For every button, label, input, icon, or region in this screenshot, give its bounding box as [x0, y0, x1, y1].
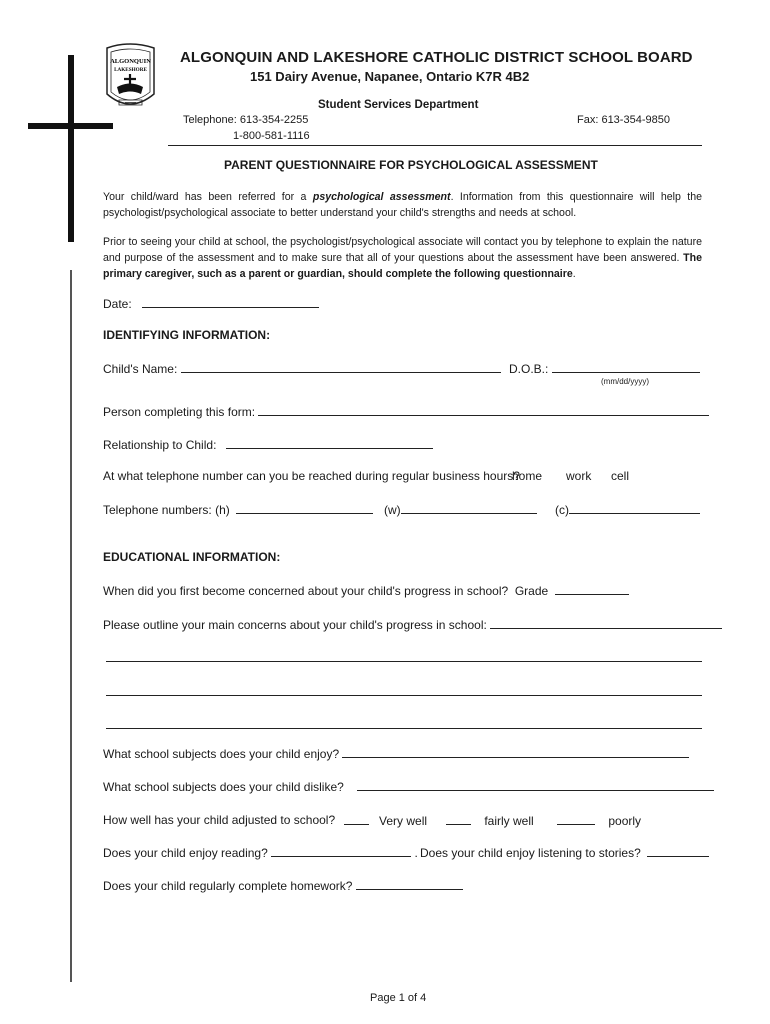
- intro-text: Your child/ward has been referred for a: [103, 191, 313, 203]
- tel-h-label: Telephone numbers: (h): [103, 503, 230, 517]
- margin-rule: [70, 270, 72, 982]
- intro-emphasis: The primary caregiver, such as a parent or guardian, should complete the following questionnaire: [103, 252, 702, 280]
- fax: Fax: 613-354-9850: [577, 114, 670, 126]
- org-name: ALGONQUIN AND LAKESHORE CATHOLIC DISTRICT SCHOOL BOARD: [180, 49, 693, 66]
- homework-label: Does your child regularly complete homework?: [103, 879, 353, 893]
- cross-icon-vertical: [68, 55, 74, 242]
- telephone-question: At what telephone number can you be reached during regular business hours?: [103, 469, 520, 483]
- relationship-label: Relationship to Child:: [103, 438, 217, 452]
- fairly-well-field[interactable]: [446, 813, 471, 825]
- date-label: Date:: [103, 297, 132, 311]
- relationship-field[interactable]: [226, 437, 433, 449]
- svg-text:ALGONQUIN: ALGONQUIN: [110, 58, 151, 65]
- enjoy-field[interactable]: [342, 746, 689, 758]
- option-home[interactable]: home: [512, 469, 543, 483]
- intro-emphasis: psychological assessment: [312, 191, 451, 203]
- enjoy-row: [103, 746, 689, 761]
- educational-heading-text: EDUCATIONAL INFORMATION: [103, 550, 277, 564]
- tel-h-field[interactable]: [236, 502, 373, 514]
- fairly-well-option: [446, 813, 534, 828]
- concern-label: When did you first become concerned about your child's progress in school? Grade: [103, 584, 549, 598]
- tel-w-row: [384, 502, 537, 517]
- outline-row: [103, 617, 722, 632]
- educational-heading: EDUCATIONAL INFORMATION:: [103, 550, 281, 564]
- option-cell[interactable]: cell: [611, 469, 630, 483]
- fairly-well-label: fairly well: [484, 814, 534, 828]
- dob-label: D.O.B.:: [509, 362, 549, 376]
- poorly-field[interactable]: [557, 813, 595, 825]
- intro-text: . Information from this questionnaire will help the psychologist/psychological associate to better understand your child's strengths and needs at school.: [103, 191, 703, 219]
- childs-name-field[interactable]: [181, 361, 501, 373]
- department: Student Services Department: [318, 99, 479, 111]
- childs-name-row: [103, 361, 501, 376]
- identifying-heading: IDENTIFYING INFORMATION:: [103, 328, 271, 342]
- poorly-label: poorly: [608, 814, 642, 828]
- header-divider: [168, 145, 702, 146]
- tel-w-label: (w): [384, 503, 401, 517]
- stories-row: [420, 845, 709, 860]
- stories-field[interactable]: [647, 845, 709, 857]
- outline-label: Please outline your main concerns about your child's progress in school:: [103, 618, 487, 632]
- tel-c-label: (c): [555, 503, 569, 517]
- tel-c-row: [555, 502, 700, 517]
- dislike-field[interactable]: [357, 779, 714, 791]
- org-address: 151 Dairy Avenue, Napanee, Ontario K7R 4B2: [250, 69, 530, 84]
- concern-row: [103, 583, 629, 598]
- form-title: PARENT QUESTIONNAIRE FOR PSYCHOLOGICAL ASSESSMENT: [224, 158, 598, 172]
- intro-paragraph-1: [103, 189, 702, 221]
- school-board-logo: [103, 42, 158, 122]
- relationship-row: [103, 437, 433, 452]
- intro-text: .: [572, 268, 576, 280]
- outline-line-4[interactable]: [106, 717, 702, 729]
- cross-icon-horizontal: [28, 123, 113, 129]
- homework-field[interactable]: [356, 878, 463, 890]
- person-row: [103, 404, 709, 419]
- adjusted-question: How well has your child adjusted to school?: [103, 813, 336, 827]
- intro-paragraph-2: [103, 234, 702, 282]
- very-well-field[interactable]: [344, 813, 369, 825]
- very-well-option: [344, 813, 427, 828]
- dob-field[interactable]: [552, 361, 700, 373]
- toll-free: 1-800-581-1116: [233, 130, 310, 142]
- identifying-heading-text: IDENTIFYING INFORMATION: [103, 328, 267, 342]
- tel-w-field[interactable]: [401, 502, 537, 514]
- outline-line-3[interactable]: [106, 684, 702, 696]
- stories-label: Does your child enjoy listening to stories?: [420, 846, 641, 860]
- reading-label: Does your child enjoy reading?: [103, 846, 268, 860]
- person-field[interactable]: [258, 404, 709, 416]
- enjoy-label: What school subjects does your child enjoy?: [103, 747, 340, 761]
- date-row: [103, 296, 319, 311]
- dob-hint: (mm/dd/yyyy): [601, 377, 649, 386]
- homework-row: [103, 878, 463, 893]
- dislike-label: What school subjects does your child dislike?: [103, 780, 344, 794]
- intro-text: Prior to seeing your child at school, the psychologist/psychological associate will contact you by telephone to explain the nature and purpose of the assessment and to make sure that all of your questions about the assessment have been answered.: [103, 236, 702, 264]
- grade-field[interactable]: [555, 583, 629, 595]
- reading-row: Does your child enjoy reading? .: [103, 846, 418, 860]
- svg-text:LAKESHORE: LAKESHORE: [114, 67, 147, 73]
- childs-name-label: Child's Name:: [103, 362, 178, 376]
- very-well-label: Very well: [379, 814, 428, 828]
- tel-h-row: [103, 502, 373, 517]
- dob-row: [509, 361, 700, 376]
- date-field[interactable]: [142, 296, 319, 308]
- person-label: Person completing this form:: [103, 405, 256, 419]
- reading-field[interactable]: [271, 845, 411, 857]
- option-work[interactable]: work: [566, 469, 592, 483]
- tel-c-field[interactable]: [569, 502, 700, 514]
- page-number: Page 1 of 4: [370, 992, 427, 1004]
- telephone: Telephone: 613-354-2255: [183, 114, 309, 126]
- poorly-option: [557, 813, 641, 828]
- dislike-row: [103, 779, 714, 794]
- outline-field[interactable]: [490, 617, 722, 629]
- outline-line-2[interactable]: [106, 650, 702, 662]
